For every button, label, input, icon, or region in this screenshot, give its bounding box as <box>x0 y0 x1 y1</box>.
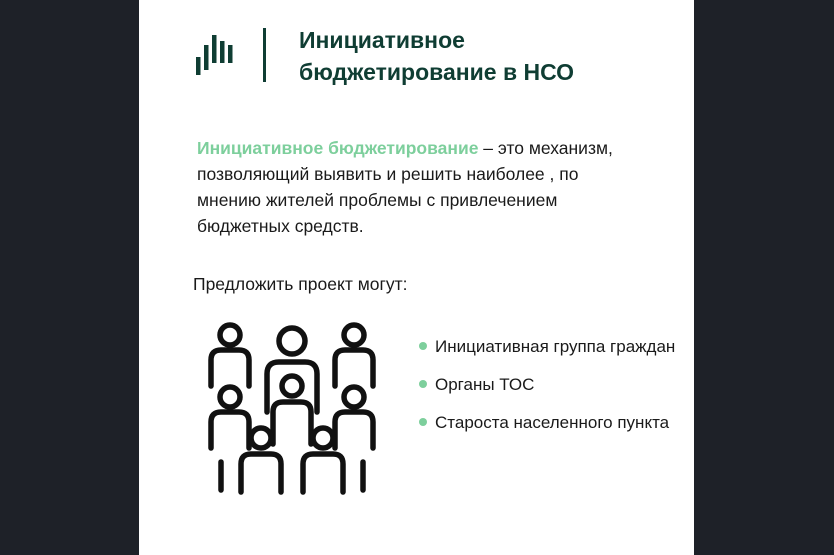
header-divider <box>263 28 266 82</box>
people-group-icon <box>203 320 381 498</box>
title-line-2: бюджетирование в НСО <box>299 59 575 85</box>
bullet-dot-icon <box>419 342 427 350</box>
list-item-label: Органы ТОС <box>435 375 535 394</box>
bullet-dot-icon <box>419 380 427 388</box>
description-paragraph <box>197 135 637 239</box>
info-card <box>139 0 694 555</box>
bar-chart-logo-icon <box>196 35 234 75</box>
list-item <box>419 410 679 435</box>
title-line-1: Инициативное <box>299 27 465 53</box>
proposers-list <box>419 334 679 448</box>
list-item-label: Инициативная группа граждан <box>435 337 676 356</box>
list-item <box>419 334 679 359</box>
description-highlight: Инициативное бюджетирование <box>197 138 479 158</box>
bullet-dot-icon <box>419 418 427 426</box>
page-title <box>299 24 659 88</box>
proposers-heading: Предложить проект могут: <box>193 274 408 294</box>
list-item <box>419 372 679 397</box>
list-item-label: Староста населенного пункта <box>435 413 670 432</box>
description-text: – это механизм, позволяющий выявить и решить наиболее , по мнению жителей проблемы с привлечением бюджетных средств. <box>197 138 613 236</box>
